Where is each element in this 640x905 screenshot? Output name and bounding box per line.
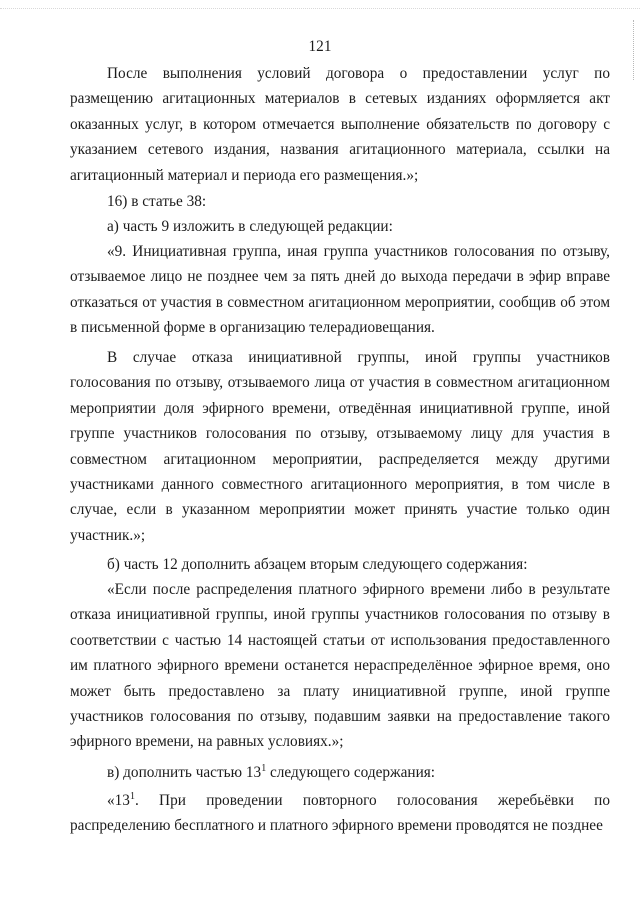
paragraph-act-of-services: После выполнения условий договора о предоставлении услуг по размещению агитационных материалов в сетевых изданиях оформляется акт оказанных услуг, в котором отмечается выполнение обязательств по договору с указанием сетевого издания, названия агитационного материала, ссылки на агитационный материал и периода его размещения.»; <box>70 65 610 184</box>
scan-top-edge <box>0 8 640 15</box>
paragraph-refusal-case: В случае отказа инициативной группы, иной группы участников голосования по отзыву, отзываемого лица от участия в совместном агитационном мероприятии доля эфирного времени, отведённая инициативной группе, иной группе участников голосования по отзыву, отзываемому лицу для участия в совместном агитационном мероприятии, распределяется между другими участниками данного совместного агитационного мероприятия, в том числе в случае, если в указанном мероприятии может принять участие только один участник.»; <box>70 349 610 544</box>
text-fragment: следующего содержания: <box>266 764 436 781</box>
text-fragment: в) дополнить частью 13 <box>107 764 262 781</box>
paragraph-part-12-heading: б) часть 12 дополнить абзацем вторым следующего содержания: <box>107 556 528 573</box>
paragraph-part-13-text <box>70 788 610 839</box>
paragraph-part-9-text: «9. Инициативная группа, иная группа участников голосования по отзыву, отзываемое лицо не позднее чем за пять дней до выхода передачи в эфир вправе отказаться от участия в совместном агитационном мероприятии, сообщив об этом в письменной форме в организацию телерадиовещания. <box>70 243 610 337</box>
superscript: 1 <box>129 791 135 802</box>
superscript: 1 <box>261 763 267 774</box>
page-number: 121 <box>308 38 332 55</box>
paragraph-article-38: 16) в статье 38: <box>107 193 207 210</box>
paragraph-part-12-text: «Если после распределения платного эфирного времени либо в результате отказа инициативной группы, иной группы участников голосования по отзыву в соответствии с частью 14 настоящей статьи от использования предоставленного им платного эфирного времени останется нераспределённое эфирное время, оно может быть предоставлено за плату инициативной группе, иной группе участников голосования по отзыву, подавшим заявки на предоставление такого эфирного времени, на равных условиях.»; <box>70 581 610 751</box>
text-fragment: . При проведении повторного голосования жеребьёвки по распределению бесплатного и платного эфирного времени проводятся не позднее <box>70 792 610 835</box>
paragraph-part-9-heading: а) часть 9 изложить в следующей редакции: <box>107 218 393 235</box>
text-fragment: «13 <box>107 792 130 809</box>
paragraph-part-13-heading <box>70 760 610 785</box>
